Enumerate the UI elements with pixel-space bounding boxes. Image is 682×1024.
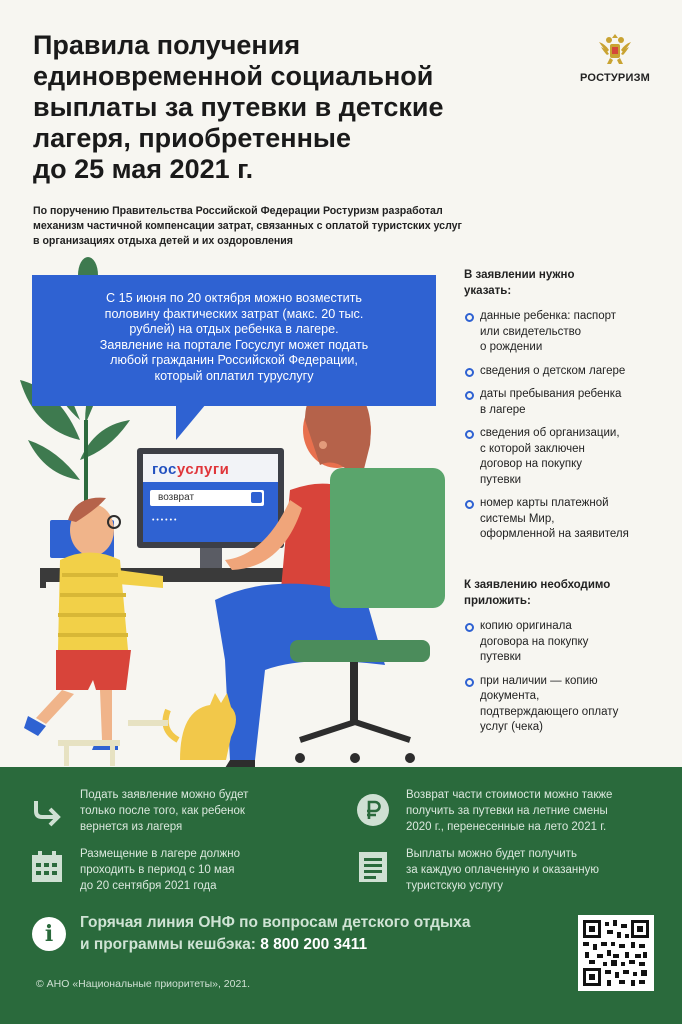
- item-line: при наличии — копию: [480, 674, 598, 687]
- title-line: до 25 мая 2021 г.: [33, 154, 254, 184]
- note-line: получить за путевки на летние смены: [406, 805, 608, 817]
- return-arrow-icon: [30, 793, 64, 827]
- note-line: Возврат части стоимости можно также: [406, 789, 613, 801]
- hotline-line: Горячая линия ОНФ по вопросам детского отдыха: [80, 914, 471, 931]
- note-line: 2020 г., перенесенные на лето 2021 г.: [406, 821, 607, 833]
- title-line: единовременной социальной: [33, 61, 434, 91]
- list-item: [464, 364, 674, 380]
- heading-line: К заявлению необходимо: [464, 579, 611, 591]
- intro-text: [33, 204, 553, 249]
- hotline-prefix: и программы кешбэка:: [80, 936, 261, 953]
- item-line: сведения о детском лагере: [480, 364, 626, 377]
- ruble-coin-icon: [356, 793, 390, 827]
- page-title: [33, 30, 533, 185]
- list-item: [464, 426, 674, 488]
- hotline-text: [80, 912, 470, 956]
- item-line: путевки: [480, 473, 522, 486]
- title-line: выплаты за путевки в детские: [33, 92, 444, 122]
- list-item: [464, 496, 674, 543]
- item-line: в лагере: [480, 403, 526, 416]
- calendar-icon: [30, 850, 64, 884]
- document-list-icon: [356, 849, 390, 883]
- copyright-text: © АНО «Национальные приоритеты», 2021.: [36, 978, 251, 990]
- heading-line: указать:: [464, 285, 512, 297]
- note-line: только после того, как ребенок: [80, 805, 245, 817]
- bubble-line: С 15 июня по 20 октября можно возместить: [105, 291, 362, 305]
- item-line: или свидетельство: [480, 325, 582, 338]
- heading-line: В заявлении нужно: [464, 269, 575, 281]
- bubble-line: Заявление на портале Госуслуг может подать: [99, 337, 369, 352]
- bubble-line: рублей) на отдых ребенка в лагере.: [129, 322, 339, 336]
- item-line: подтверждающего оплату: [480, 705, 619, 718]
- item-line: с которой заключен: [480, 442, 585, 455]
- note-line: Выплаты можно будет получить: [406, 848, 577, 860]
- note-line: туристскую услугу: [406, 880, 503, 892]
- note-line: за каждую оплаченную и оказанную: [406, 864, 599, 876]
- speech-bubble-tail: [176, 404, 206, 440]
- item-line: оформленной на заявителя: [480, 528, 629, 540]
- screen-search-field: возврат: [150, 490, 264, 506]
- note-line: Размещение в лагере должно: [80, 848, 240, 860]
- brand-part-uslugi: услуги: [176, 461, 230, 478]
- note-line: до 20 сентября 2021 года: [80, 880, 217, 892]
- rosturizm-logo: [565, 28, 665, 84]
- item-line: договора на покупку: [480, 635, 589, 648]
- bubble-line: половину фактических затрат (макс. 20 тыс.: [104, 306, 364, 321]
- brand-part-gos: гос: [152, 461, 177, 478]
- item-line: сведения об организации,: [480, 427, 620, 439]
- note-each-service: [406, 846, 599, 894]
- item-line: системы Мир,: [480, 512, 555, 525]
- hotline-line: [80, 934, 470, 956]
- attachments-list: [464, 619, 674, 736]
- item-line: документа,: [480, 690, 540, 702]
- intro-line: механизм частичной компенсации затрат, связанных с оплатой туристских услуг: [33, 220, 462, 232]
- logo-text: РОСТУРИЗМ: [579, 72, 651, 84]
- screen-dots: • • • • • •: [152, 517, 177, 524]
- heading-line: приложить:: [464, 595, 531, 607]
- attachments-section: [464, 577, 674, 744]
- requirements-list: [464, 309, 674, 543]
- item-line: услуг (чека): [480, 721, 543, 733]
- item-line: о рождении: [480, 341, 543, 353]
- requirements-heading: [464, 267, 674, 299]
- intro-line: По поручению Правительства Российской Федерации Ростуризм разработал: [33, 205, 443, 217]
- bubble-line: любой гражданин Российской Федерации,: [110, 353, 358, 367]
- list-item: [464, 387, 674, 418]
- item-line: путевки: [480, 651, 522, 663]
- list-item: [464, 619, 674, 666]
- attachments-heading: [464, 577, 674, 609]
- note-line: проходить в период с 10 мая: [80, 864, 235, 876]
- title-line: Правила получения: [33, 30, 301, 60]
- requirements-section: [464, 267, 674, 551]
- footer-panel: [0, 767, 682, 1024]
- info-icon: i: [32, 917, 66, 951]
- item-line: договор на покупку: [480, 458, 583, 470]
- intro-line: в организациях отдыха детей и их оздоровления: [33, 235, 293, 247]
- note-2020-vouchers: [406, 787, 612, 835]
- gosuslugi-brand: [152, 461, 229, 478]
- screen-search-button: [251, 492, 262, 503]
- info-speech-bubble: [32, 275, 436, 406]
- title-line: лагеря, приобретенные: [33, 123, 351, 153]
- item-line: номер карты платежной: [480, 497, 609, 509]
- note-camp-period: [80, 846, 240, 894]
- item-line: данные ребенка: паспорт: [480, 310, 617, 322]
- note-line: Подать заявление можно будет: [80, 789, 249, 801]
- double-headed-eagle-icon: [595, 28, 635, 68]
- list-item: [464, 674, 674, 736]
- note-line: вернется из лагеря: [80, 821, 183, 833]
- qr-code-icon[interactable]: [578, 915, 654, 991]
- hotline-phone[interactable]: 8 800 200 3411: [260, 936, 368, 953]
- note-return-after-camp: [80, 787, 248, 835]
- bubble-line: который оплатил туруслугу: [154, 368, 314, 383]
- item-line: даты пребывания ребенка: [480, 388, 622, 400]
- item-line: копию оригинала: [480, 620, 572, 632]
- list-item: [464, 309, 674, 356]
